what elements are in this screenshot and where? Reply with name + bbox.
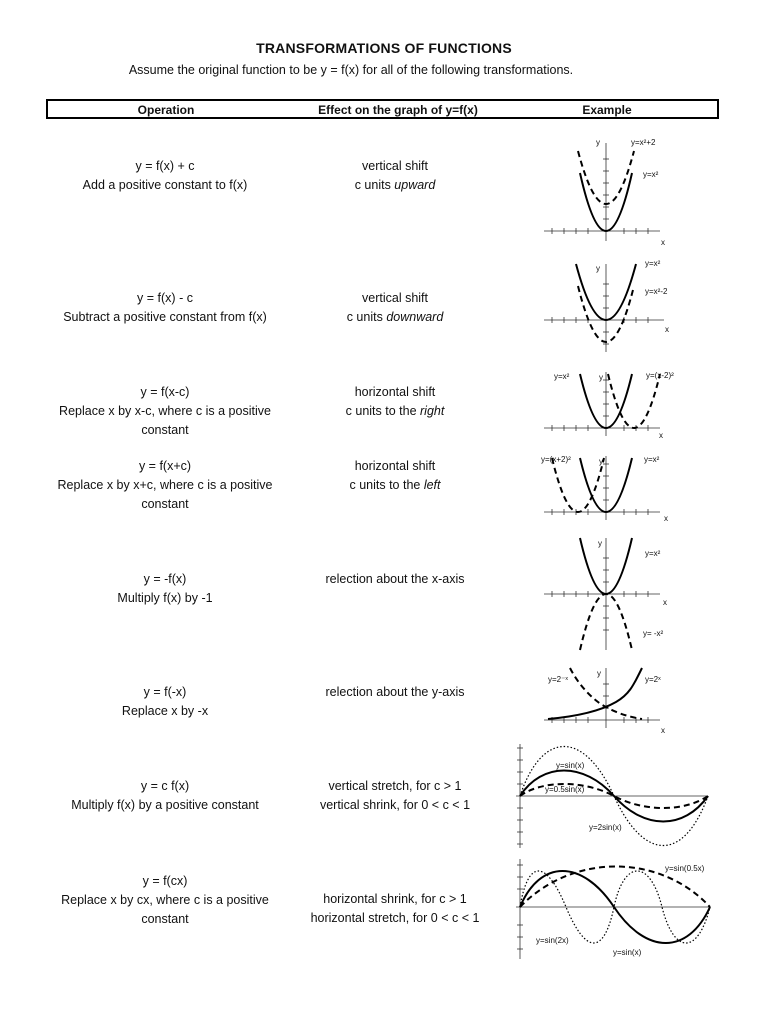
row-2-label-a: y=x² <box>645 259 661 268</box>
row-2-formula: y = f(x) - c <box>137 291 193 305</box>
header-effect: Effect on the graph of y=f(x) <box>318 103 478 117</box>
row-5-label-y: y <box>598 539 602 548</box>
row-6-label-x: x <box>661 726 665 735</box>
header-example: Example <box>582 103 632 117</box>
row-5-effect-line1: relection about the x-axis <box>325 572 465 586</box>
row-6-formula: y = f(-x) <box>143 685 187 699</box>
row-2-label-x: x <box>665 325 669 334</box>
row-5-formula: y = -f(x) <box>143 572 187 586</box>
row-4-label-a: y=(x+2)² <box>541 455 571 464</box>
row-5-label-x: x <box>663 598 667 607</box>
row-7-graph <box>512 740 712 852</box>
row-3-label-x: x <box>659 431 663 440</box>
table-header <box>46 99 719 119</box>
row-2-graph <box>542 256 672 356</box>
row-1-effect-line1: vertical shift <box>362 159 428 173</box>
row-7-effect-line2: vertical shrink, for 0 < c < 1 <box>319 798 471 812</box>
row-7-label-b: y=0.5sin(x) <box>545 785 585 794</box>
row-3-label-y: y <box>599 373 603 382</box>
row-1-description: Add a positive constant to f(x) <box>82 178 248 192</box>
row-6-label-b: y=2ˣ <box>645 675 661 684</box>
row-3-label-b: y=(x-2)² <box>646 371 674 380</box>
row-1-label-y: y <box>596 138 600 147</box>
page-subtitle: Assume the original function to be y = f(x) for all of the following transformations. <box>128 63 574 77</box>
row-5-operation <box>40 570 290 608</box>
row-7-effect-line1: vertical stretch, for c > 1 <box>328 779 462 793</box>
row-1-formula: y = f(x) + c <box>135 159 195 173</box>
row-2-label-y: y <box>596 264 600 273</box>
row-2-effect <box>290 289 500 327</box>
row-3-formula: y = f(x-c) <box>140 385 190 399</box>
row-4-formula: y = f(x+c) <box>138 459 192 473</box>
row-4-label-b: y=x² <box>644 455 660 464</box>
row-2-description: Subtract a positive constant from f(x) <box>63 310 267 324</box>
row-2-label-b: y=x²-2 <box>645 287 668 296</box>
row-4-operation <box>40 457 290 514</box>
row-4-label-x: x <box>664 514 668 523</box>
row-1-effect <box>290 157 500 195</box>
row-5-label-a: y=x² <box>645 549 661 558</box>
row-7-label-a: y=sin(x) <box>556 761 585 770</box>
row-4-description: Replace x by x+c, where c is a positive constant <box>57 478 273 511</box>
row-8-label-b: y=sin(2x) <box>536 936 569 945</box>
row-1-label-a: y=x²+2 <box>631 138 656 147</box>
row-1-graph <box>542 133 672 248</box>
row-1-operation <box>40 157 290 195</box>
row-4-effect-line1: horizontal shift <box>354 459 436 473</box>
row-2-effect-line2: c units downward <box>346 310 444 324</box>
row-2-effect-line1: vertical shift <box>362 291 428 305</box>
row-3-effect <box>290 383 500 421</box>
row-4-label-y: y <box>599 457 603 466</box>
row-3-effect-line1: horizontal shift <box>354 385 436 399</box>
row-3-label-a: y=x² <box>554 372 570 381</box>
row-6-label-a: y=2⁻ˣ <box>548 675 568 684</box>
row-6-effect-line1: relection about the y-axis <box>325 685 465 699</box>
row-8-graph <box>512 855 712 961</box>
row-4-effect <box>290 457 500 495</box>
row-7-description: Multiply f(x) by a positive constant <box>71 798 259 812</box>
row-2-operation <box>40 289 290 327</box>
row-5-graph <box>542 534 672 654</box>
header-operation: Operation <box>137 103 195 117</box>
row-1-label-x: x <box>661 238 665 247</box>
row-6-operation <box>40 683 290 721</box>
row-1-effect-line2: c units upward <box>354 178 436 192</box>
row-7-operation <box>40 777 290 815</box>
row-7-effect <box>290 777 500 815</box>
row-8-label-c: y=sin(x) <box>613 948 642 957</box>
row-8-effect-line1: horizontal shrink, for c > 1 <box>323 892 467 906</box>
row-8-effect <box>290 890 500 928</box>
row-4-effect-line2: c units to the left <box>349 478 441 492</box>
row-8-formula: y = f(cx) <box>142 874 188 888</box>
row-3-effect-line2: c units to the right <box>345 404 445 418</box>
row-3-graph <box>542 366 682 446</box>
row-6-label-y: y <box>597 669 601 678</box>
row-1-label-b: y=x² <box>643 170 659 179</box>
row-8-description: Replace x by cx, where c is a positive constant <box>61 893 269 926</box>
row-8-effect-line2: horizontal stretch, for 0 < c < 1 <box>310 911 480 925</box>
row-3-description: Replace x by x-c, where c is a positive constant <box>59 404 271 437</box>
row-8-operation <box>40 872 290 929</box>
row-3-operation <box>40 383 290 440</box>
row-4-graph <box>540 450 675 530</box>
row-6-description: Replace x by -x <box>121 704 209 718</box>
row-6-effect <box>290 683 500 702</box>
row-8-label-a: y=sin(0.5x) <box>665 864 705 873</box>
row-7-formula: y = c f(x) <box>140 779 190 793</box>
row-5-effect <box>290 570 500 589</box>
row-6-graph <box>542 664 672 736</box>
row-5-description: Multiply f(x) by -1 <box>117 591 213 605</box>
page-title: TRANSFORMATIONS OF FUNCTIONS <box>256 40 512 56</box>
row-7-label-c: y=2sin(x) <box>589 823 622 832</box>
row-5-label-b: y= -x² <box>643 629 664 638</box>
